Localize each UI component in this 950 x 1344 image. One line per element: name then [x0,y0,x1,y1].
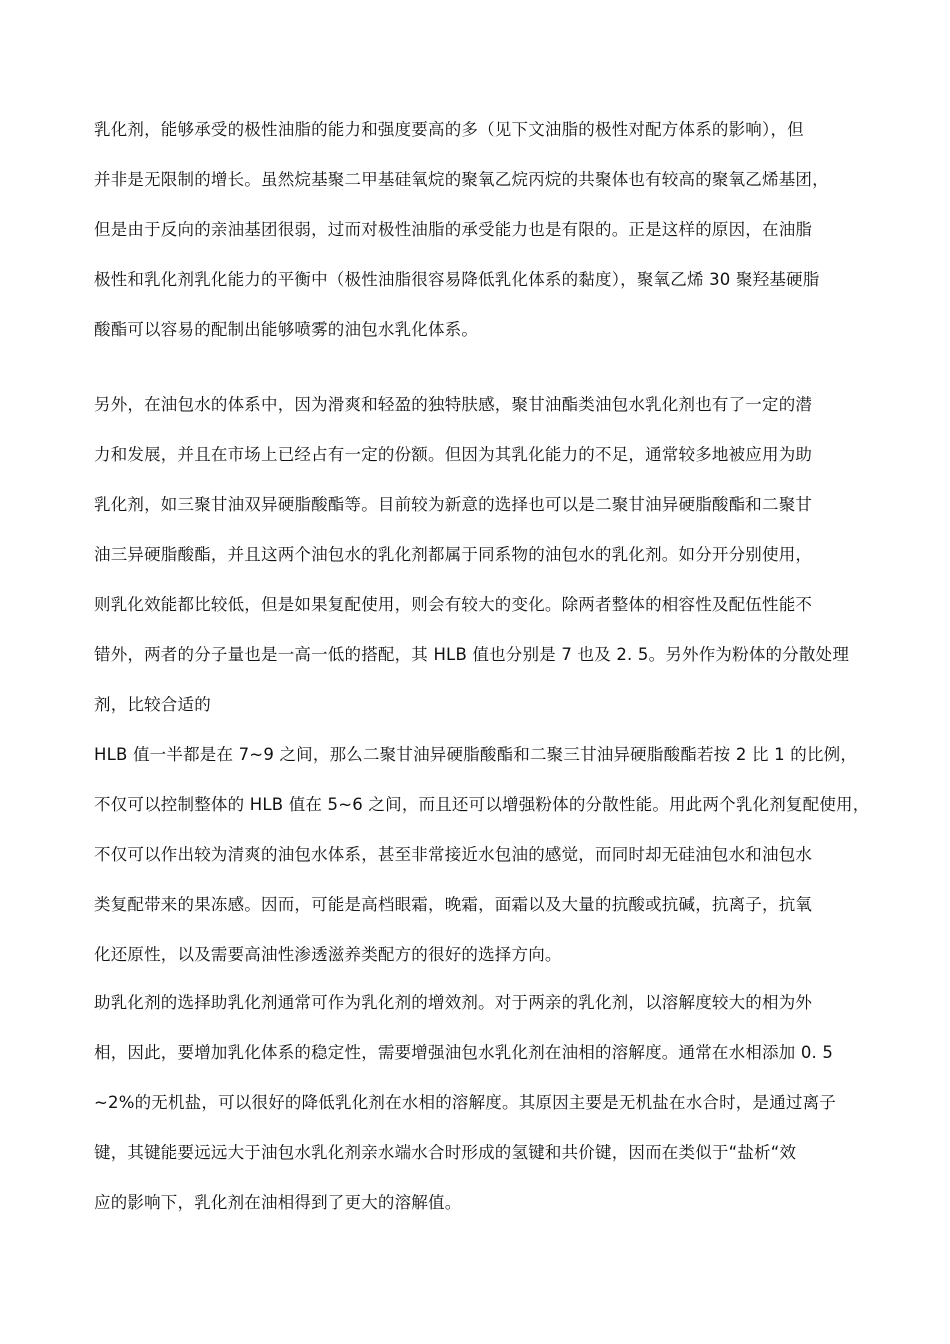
text-line: 酸酯可以容易的配制出能够喷雾的油包水乳化体系。 [94,320,479,339]
text-line: 类复配带来的果冻感。因而，可能是高档眼霜，晚霜，面霜以及大量的抗酸或抗碱，抗离子，抗氧 [94,895,813,914]
text-line: 极性和乳化剂乳化能力的平衡中（极性油脂很容易降低乳化体系的黏度），聚氧乙烯 30 聚羟基硬脂 [94,270,820,289]
text-line: 不仅可以作出较为清爽的油包水体系，甚至非常接近水包油的感觉，而同时却无硅油包水和油包水 [94,845,813,864]
text-line: 乳化剂，如三聚甘油双异硬脂酸酯等。目前较为新意的选择也可以是二聚甘油异硬脂酸酯和二聚甘 [94,495,813,514]
text-line: 错外，两者的分子量也是一高一低的搭配，其 HLB 值也分别是 7 也及 2. 5。另外作为粉体的分散处理 [94,645,850,664]
text-line: HLB 值一半都是在 7~9 之间，那么二聚甘油异硬脂酸酯和二聚三甘油异硬脂酸酯若按 2 比 1 的比例， [94,745,858,764]
text-line: 相，因此，要增加乳化体系的稳定性，需要增强油包水乳化剂在油相的溶解度。通常在水相添加 0. 5 [94,1043,834,1062]
text-line: 剂，比较合适的 [94,695,211,714]
text-line: 键，其键能要远远大于油包水乳化剂亲水端水合时形成的氢键和共价键，因而在类似于“盐析“效 [94,1143,797,1162]
text-line: 并非是无限制的增长。虽然烷基聚二甲基硅氧烷的聚氧乙烷丙烷的共聚体也有较高的聚氧乙烯基团， [94,170,829,189]
text-line: 不仅可以控制整体的 HLB 值在 5~6 之间，而且还可以增强粉体的分散性能。用此两个乳化剂复配使用， [94,795,870,814]
text-line: ~2%的无机盐，可以很好的降低乳化剂在水相的溶解度。其原因主要是无机盐在水合时，是通过离子 [94,1093,837,1112]
text-line: 则乳化效能都比较低，但是如果复配使用，则会有较大的变化。除两者整体的相容性及配伍性能不 [94,595,813,614]
text-line: 乳化剂，能够承受的极性油脂的能力和强度要高的多（见下文油脂的极性对配方体系的影响），但 [94,120,804,139]
text-line: 但是由于反向的亲油基团很弱，过而对极性油脂的承受能力也是有限的。正是这样的原因，在油脂 [94,220,813,239]
text-line: 油三异硬脂酸酯，并且这两个油包水的乳化剂都属于同系物的油包水的乳化剂。如分开分别使用， [94,545,813,564]
text-line: 化还原性，以及需要高油性渗透滋养类配方的很好的选择方向。 [94,945,562,964]
text-line: 力和发展，并且在市场上已经占有一定的份额。但因为其乳化能力的不足，通常较多地被应用为助 [94,445,813,464]
text-line: 助乳化剂的选择助乳化剂通常可作为乳化剂的增效剂。对于两亲的乳化剂，以溶解度较大的相为外 [94,993,813,1012]
text-line: 应的影响下，乳化剂在油相得到了更大的溶解值。 [94,1193,462,1212]
text-line: 另外，在油包水的体系中，因为滑爽和轻盈的独特肤感，聚甘油酯类油包水乳化剂也有了一定的潜 [94,395,813,414]
